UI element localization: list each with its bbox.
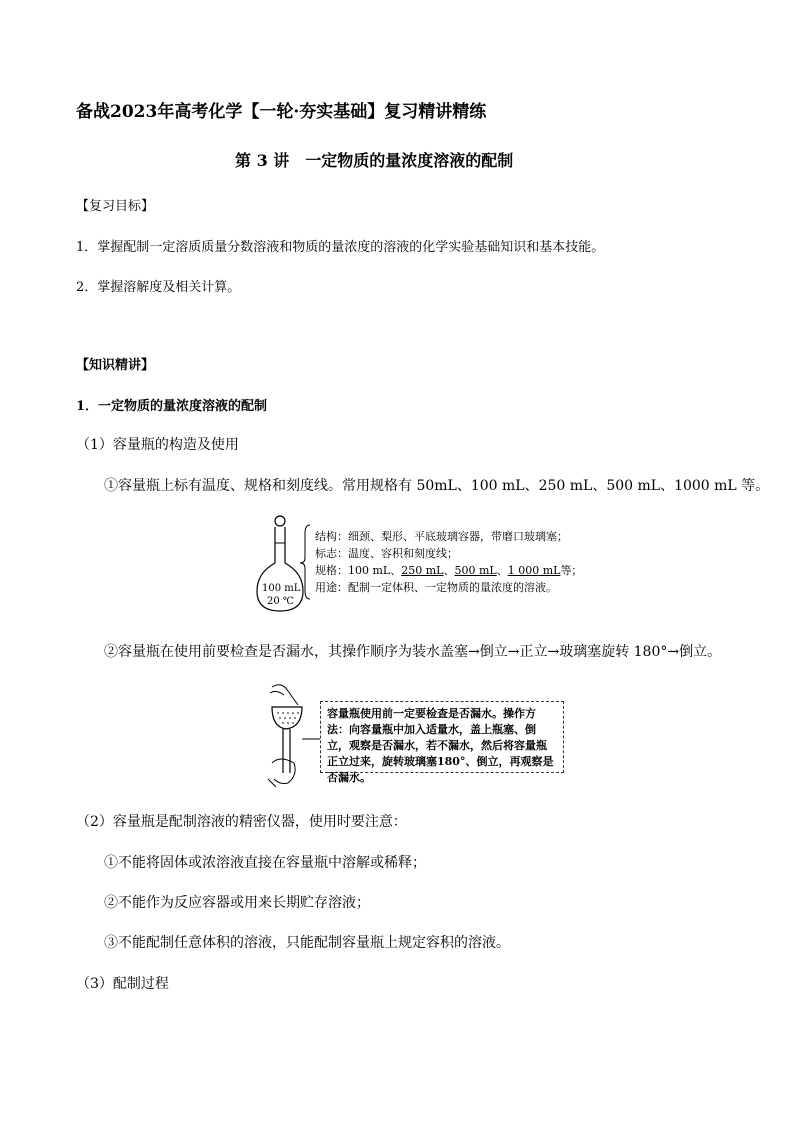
flask-description — [315, 528, 582, 596]
goals-heading: 【复习目标】 — [76, 199, 155, 214]
flask-mark-line: 标志：温度、容积和刻度线； — [315, 547, 458, 560]
flask-structure-line: 结构：细颈、梨形、平底玻璃容器，带磨口玻璃塞； — [315, 530, 568, 543]
goal-item-1: 1．掌握配制一定溶质质量分数溶液和物质的量浓度的溶液的化学实验基础知识和基本技能。 — [76, 240, 605, 255]
point-item-1: ①容量瓶上标有温度、规格和刻度线。常用规格有 50mL、100 mL、250 mL、500 mL、1000 mL 等。 — [104, 478, 770, 494]
flask-use-line: 用途：配制一定体积、一定物质的量浓度的溶液。 — [315, 581, 557, 594]
hand-flask-icon — [258, 683, 320, 793]
point-item-2: ②容量瓶在使用前要检查是否漏水，其操作顺序为装水盖塞→倒立→正立→玻璃塞旋转 180°→倒立。 — [104, 644, 722, 660]
flask-spec-line — [315, 562, 582, 579]
note-item-3: ③不能配制任意体积的溶液，只能配制容量瓶上规定容积的溶液。 — [104, 935, 510, 951]
goal-item-2: 2．掌握溶解度及相关计算。 — [76, 280, 241, 295]
leak-check-figure — [258, 683, 578, 793]
topic-heading-1: 1．一定物质的量浓度溶液的配制 — [76, 399, 268, 414]
spec-prefix: 规格：100 mL、 — [315, 564, 402, 577]
spec-500: 500 mL — [454, 564, 497, 577]
note-item-2: ②不能作为反应容器或用来长期贮存溶液； — [104, 895, 370, 911]
volumetric-flask-figure — [255, 513, 583, 613]
subheading-2: （2）容量瓶是配制溶液的精密仪器，使用时要注意： — [76, 814, 407, 830]
lecture-title: 第 3 讲 一定物质的量浓度溶液的配制 — [235, 151, 514, 170]
spec-sep-1: 、 — [443, 564, 455, 577]
spec-250: 250 mL — [401, 564, 444, 577]
knowledge-heading: 【知识精讲】 — [76, 358, 155, 373]
flask-volume-label: 100 mL — [262, 583, 301, 594]
leak-check-textbox: 容量瓶使用前一定要检查是否漏水。操作方法：向容量瓶中加入适量水，盖上瓶塞、倒立，观察是否漏水，若不漏水，然后将容量瓶正立过来，旋转玻璃塞180°、倒立，再观察是否漏水。 — [320, 701, 564, 773]
spec-suffix: 等； — [560, 564, 583, 577]
page-main-title: 备战2023年高考化学【一轮·夯实基础】复习精讲精练 — [76, 102, 487, 122]
flask-temp-label: 20 ℃ — [267, 596, 295, 607]
spec-sep-2: 、 — [496, 564, 508, 577]
subheading-3: （3）配制过程 — [76, 976, 169, 992]
spec-1000: 1 000 mL — [507, 564, 561, 577]
note-item-1: ①不能将固体或浓溶液直接在容量瓶中溶解或稀释； — [104, 855, 426, 871]
subheading-1: （1）容量瓶的构造及使用 — [76, 437, 239, 453]
